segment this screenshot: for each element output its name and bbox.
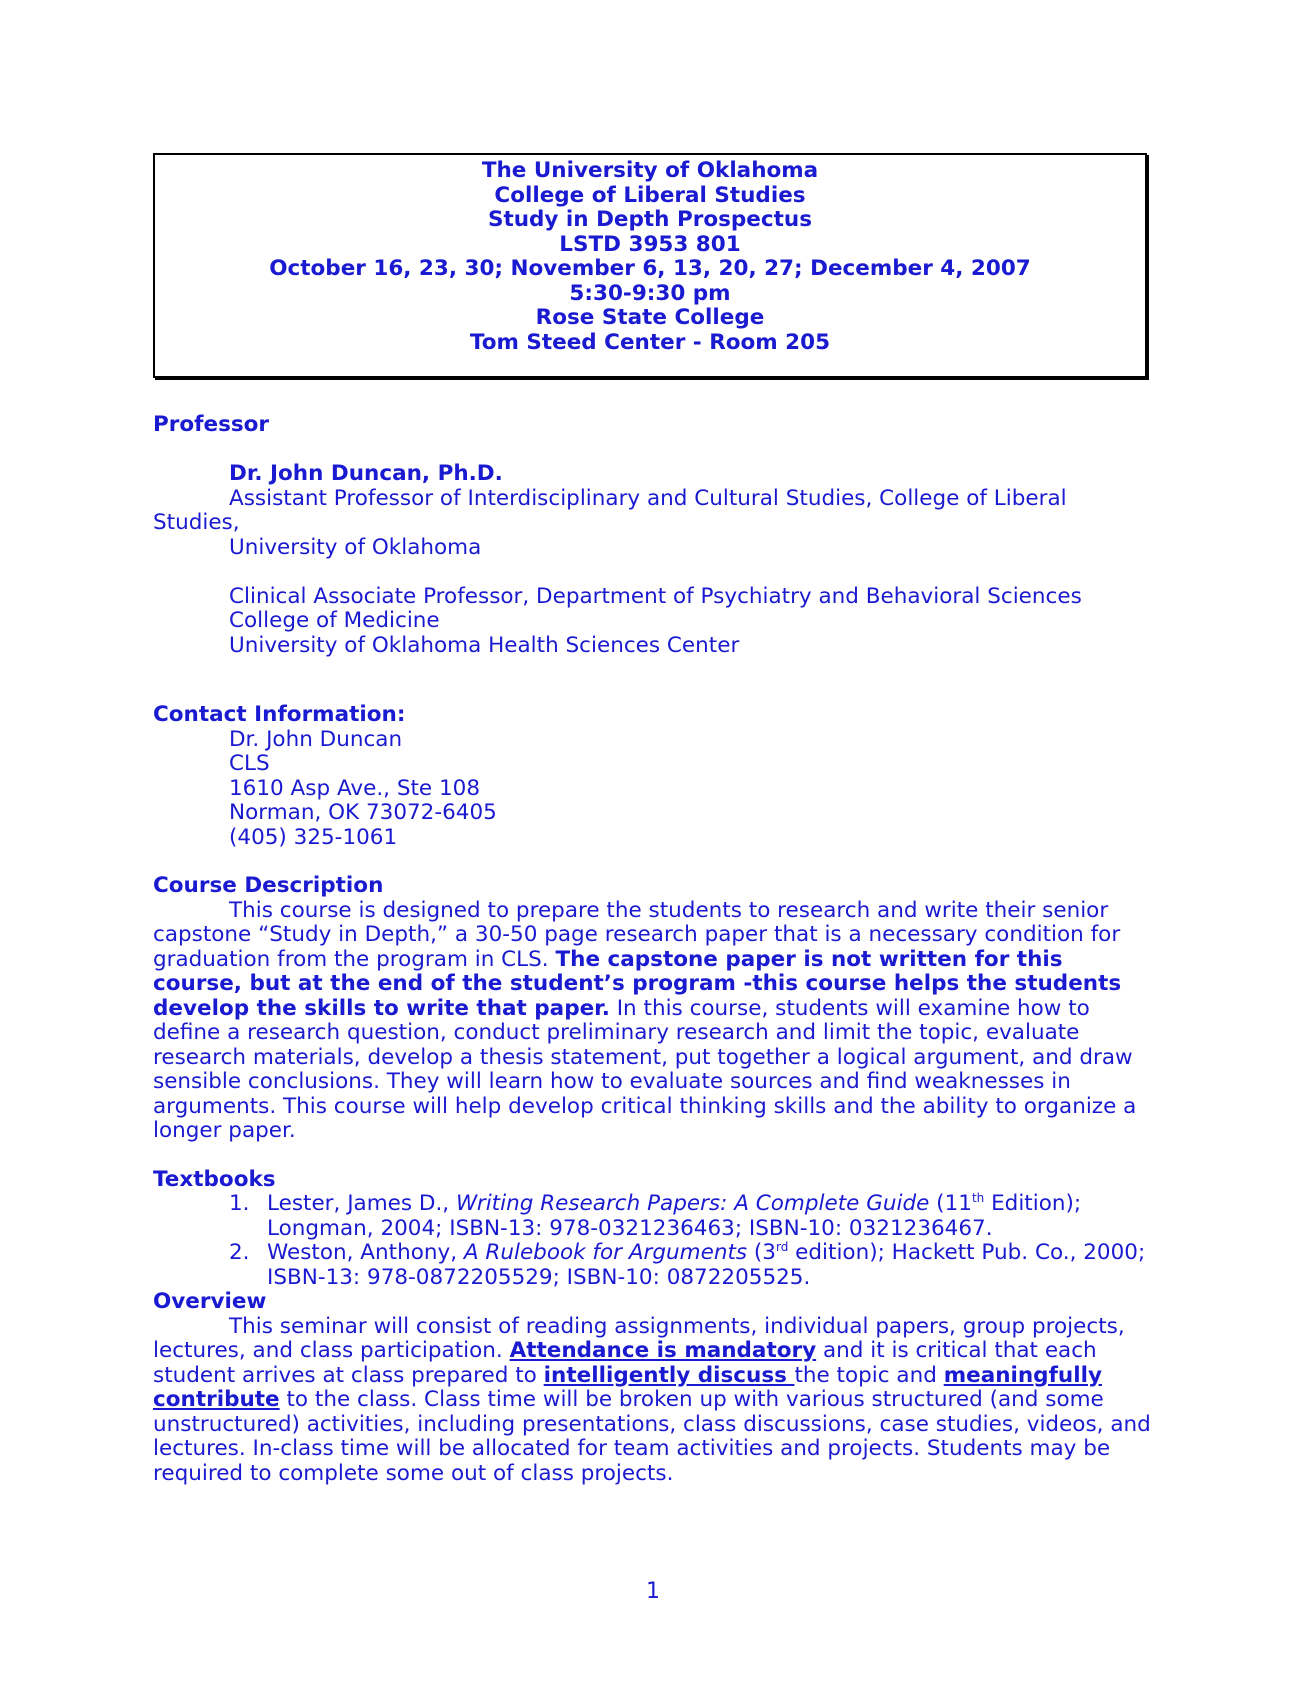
course-description-text-a: This course is designed to prepare the students to research and write their senior capstone “Study in Depth,” a 30-50 page research paper that is a necessary condition for graduation from the program in CLS. [153, 897, 1121, 972]
textbook-title: Writing Research Papers: A Complete Guide [455, 1191, 930, 1216]
contact-heading: Contact Information: [153, 702, 406, 727]
course-description-section [153, 874, 1153, 1144]
attendance-emphasis: Attendance is mandatory [509, 1338, 817, 1363]
contribute-emphasis: meaningfully contribute [153, 1362, 1102, 1412]
professor-title-1-wrap: Studies, [153, 510, 240, 535]
textbook-author: Weston, Anthony, [267, 1240, 464, 1265]
professor-institution: University of Oklahoma [229, 534, 482, 560]
overview-text-d: to the class. Class time will be broken up with various structured (and some unstructured) activities, including presentations, class discussions, case studies, videos, and lectures. In-class time will be allocated for team activities and projects. Students may be required to complete some out of class projects. [153, 1387, 1151, 1486]
textbook-edition-suffix: th [971, 1190, 985, 1205]
header-location: Rose State College [535, 305, 765, 330]
course-header-box [153, 153, 1147, 378]
textbook-item [153, 1241, 1153, 1290]
contact-section [153, 703, 1153, 850]
professor-health-center: University of Oklahoma Health Sciences Center [229, 632, 740, 658]
document-page [153, 153, 1153, 1486]
professor-title-1: Assistant Professor of Interdisciplinary and Cultural Studies, College of Liberal [229, 485, 1067, 511]
professor-heading: Professor [153, 412, 270, 437]
header-course-code: LSTD 3953 801 [559, 231, 741, 257]
course-description-emphasis: The capstone paper is not written for this course, but at the end of the student’s program -this course helps the students develop the skills to write that paper. [153, 946, 1122, 1021]
textbook-publisher: edition); Hackett Pub. Co., 2000; ISBN-13: 978-0872205529; ISBN-10: 0872205525. [267, 1240, 1146, 1290]
header-course-title: Study in Depth Prospectus [487, 207, 813, 232]
professor-college: College of Medicine [229, 608, 440, 633]
header-college: College of Liberal Studies [494, 182, 806, 208]
header-time: 5:30-9:30 pm [569, 280, 731, 306]
textbook-edition: (11 [929, 1191, 972, 1216]
header-room: Tom Steed Center - Room 205 [469, 329, 831, 355]
textbook-publisher: Edition); Longman, 2004; ISBN-13: 978-0321236463; ISBN-10: 0321236467. [267, 1191, 1082, 1241]
contact-dept: CLS [229, 751, 270, 776]
course-description-paragraph [153, 899, 1153, 1144]
page-number: 1 [646, 1579, 660, 1604]
textbooks-section [153, 1168, 1153, 1291]
professor-section [153, 413, 1153, 658]
textbook-number: 2. [229, 1240, 250, 1265]
overview-heading: Overview [153, 1289, 267, 1314]
contact-city: Norman, OK 73072-6405 [229, 800, 497, 825]
textbooks-heading: Textbooks [153, 1166, 276, 1192]
discuss-emphasis: intelligently discuss [543, 1362, 795, 1388]
header-university: The University of Oklahoma [481, 158, 819, 183]
overview-text-b: and it is critical that each student arrives at class prepared to [153, 1338, 1097, 1388]
course-description-text-b: In this course, students will examine how to define a research question, conduct preliminary research and limit the topic, evaluate research materials, develop a thesis statement, put together a logical argument, and draw sensible conclusions. They will learn how to evaluate sources and find weaknesses in arguments. This course will help develop critical thinking skills and the ability to organize a longer paper. [153, 995, 1137, 1143]
header-dates: October 16, 23, 30; November 6, 13, 20, 27; December 4, 2007 [269, 256, 1031, 281]
course-description-heading: Course Description [153, 873, 384, 898]
contact-street: 1610 Asp Ave., Ste 108 [229, 775, 481, 801]
overview-text-a: This seminar will consist of reading assignments, individual papers, group projects, lectures, and class participation. [153, 1313, 1125, 1363]
textbook-number: 1. [229, 1191, 250, 1216]
textbooks-list [153, 1192, 1153, 1290]
textbook-edition: (3 [747, 1240, 776, 1265]
overview-text-c: the topic and [794, 1362, 944, 1388]
contact-name: Dr. John Duncan [229, 726, 403, 752]
textbook-edition-suffix: rd [775, 1239, 789, 1254]
overview-section [153, 1290, 1153, 1486]
textbook-title: A Rulebook for Arguments [463, 1240, 748, 1265]
textbook-item [153, 1192, 1153, 1241]
overview-paragraph [153, 1315, 1153, 1487]
textbook-author: Lester, James D., [267, 1191, 456, 1216]
professor-name: Dr. John Duncan, Ph.D. [229, 461, 503, 486]
professor-title-2: Clinical Associate Professor, Department of Psychiatry and Behavioral Sciences [229, 583, 1082, 609]
contact-phone: (405) 325-1061 [229, 824, 398, 850]
